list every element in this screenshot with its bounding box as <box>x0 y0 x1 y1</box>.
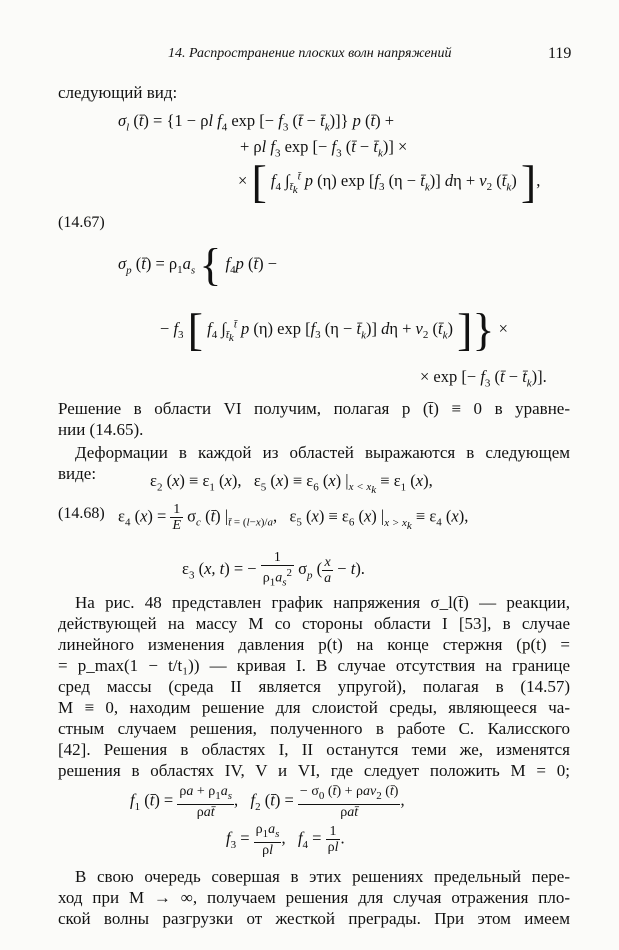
page-number: 119 <box>548 45 572 62</box>
para3-line9: решения в областях IV, V и VI, где следует положить M = 0; <box>58 761 570 780</box>
eq-1468-number: (14.68) <box>58 505 105 522</box>
eq-1467-line6: × exp [− $f_3$ (t̄ − $t̄_k$)]. <box>420 367 547 390</box>
para3-line7: стным случаем решения, полученного в работе С. Калисского <box>58 719 570 738</box>
eq-1467-line2: + ρl $f_3$ exp [− $f_3$ (t̄ − $t̄_k$)] × <box>240 137 408 160</box>
eq-1467-number: (14.67) <box>58 214 105 231</box>
eq-1467-line4: $\sigma_p$ (t̄) = $\rho_1a_s$ { $f_4p$ (t̄) − <box>118 239 278 290</box>
eq-1468-line3: $\varepsilon_3$ (x, t) = − $\frac{1}{\rho_1a_s^2}$ $\sigma_p$ ( $\frac{x}{a}$ − t). <box>182 550 365 589</box>
para1-line2: нии (14.65). <box>58 420 144 439</box>
para3-line6: M ≡ 0, находим решение для слоистой среды, являющееся ча- <box>58 698 570 717</box>
eq-1467-line5: − $f_3$ [ $f_4$ $\int_{t̄_k}^{t̄}$ p (η) $\exp [f_3$ $(\eta - t̄_k)$] $d\eta + v_2$ $(t̄_k)$ ]} × <box>160 304 508 355</box>
para3-line1: На рис. 48 представлен график напряжения σ_l(t̄) — реакции, <box>75 593 570 612</box>
para1-line1: Решение в области VI получим, полагая p (t̄) ≡ 0 в уравне- <box>58 399 570 418</box>
para3-line3: линейного изменения давления p(t) на конце стержня (p(t) = <box>58 635 570 654</box>
eq-f-line1: $f_1$ (t̄) = $\frac{\rho a + \rho_1a_s}{\text{ρat̄}}$ , $f_2$ (t̄) = $\frac{- \sigma_0 (t̄) + \rho av_2 (t̄)}{\text{ρat̄}}$ , <box>130 784 405 820</box>
para4-line2: ход при M → ∞, получаем решения для случая отражения пло- <box>58 888 570 907</box>
eq-1467-line3: × [ $f_4$ $\int_{t̄_k}^{t̄}$ p (η) $\exp [f_3$ $(\eta - t̄_k)$] $d\eta + v_2$ $(t̄_k)$ ], <box>238 156 541 207</box>
para2-line2: виде: <box>58 464 97 483</box>
para3-line5: сред массы (среда II является упругой), полагая в (14.57) <box>58 677 570 696</box>
para3-line2: действующей на массу M со стороны области I [53], в случае <box>58 614 570 633</box>
eq-1468-line1: $\varepsilon_2$ $(x) \equiv \varepsilon_1$ (x), $\varepsilon_5$ $(x) \equiv \varepsilon_6$ (x) $|_{x < x_k} \equiv \varepsilon_1$ (x), <box>150 471 433 497</box>
para2-line1: Деформации в каждой из областей выражаются в следующем <box>75 443 570 462</box>
para4-line1: В свою очередь совершая в этих решениях предельный пере- <box>75 867 570 886</box>
para3-line4: = p_max(1 − t/t₁)) — кривая I. В случае отсутствия на границе <box>58 656 570 675</box>
eq-f-line2: $f_3$ = $\frac{\rho_1a_s}{\rho l}$ , $f_4$ = $\frac{1}{\rho l}$ . <box>226 822 345 858</box>
eq-1467-line1: $\sigma_l$ (t̄) = {1 − ρl $f_4$ exp [− $f_3$ (t̄ − $t̄_k$)]} p (t̄) + <box>118 111 395 134</box>
running-title: 14. Распространение плоских волн напряжений <box>168 46 452 61</box>
para4-line3: ской волны разгрузки от жесткой преграды. При этом имеем <box>58 909 570 928</box>
eq-1468-line2: $\varepsilon_4$ (x) = $\frac{1}{E}$ $\sigma_c$ (t̄) $|_{t̄ = (l-x)/a}$, $\varepsilon_5$ $(x) \equiv \varepsilon_6$ (x) $|_{x > x_k} \equiv \varepsilon_4$ (x), <box>118 502 469 533</box>
intro-text: следующий вид: <box>58 83 178 102</box>
para3-line8: [42]. Решения в областях I, II останутся теми же, изменятся <box>58 740 570 759</box>
